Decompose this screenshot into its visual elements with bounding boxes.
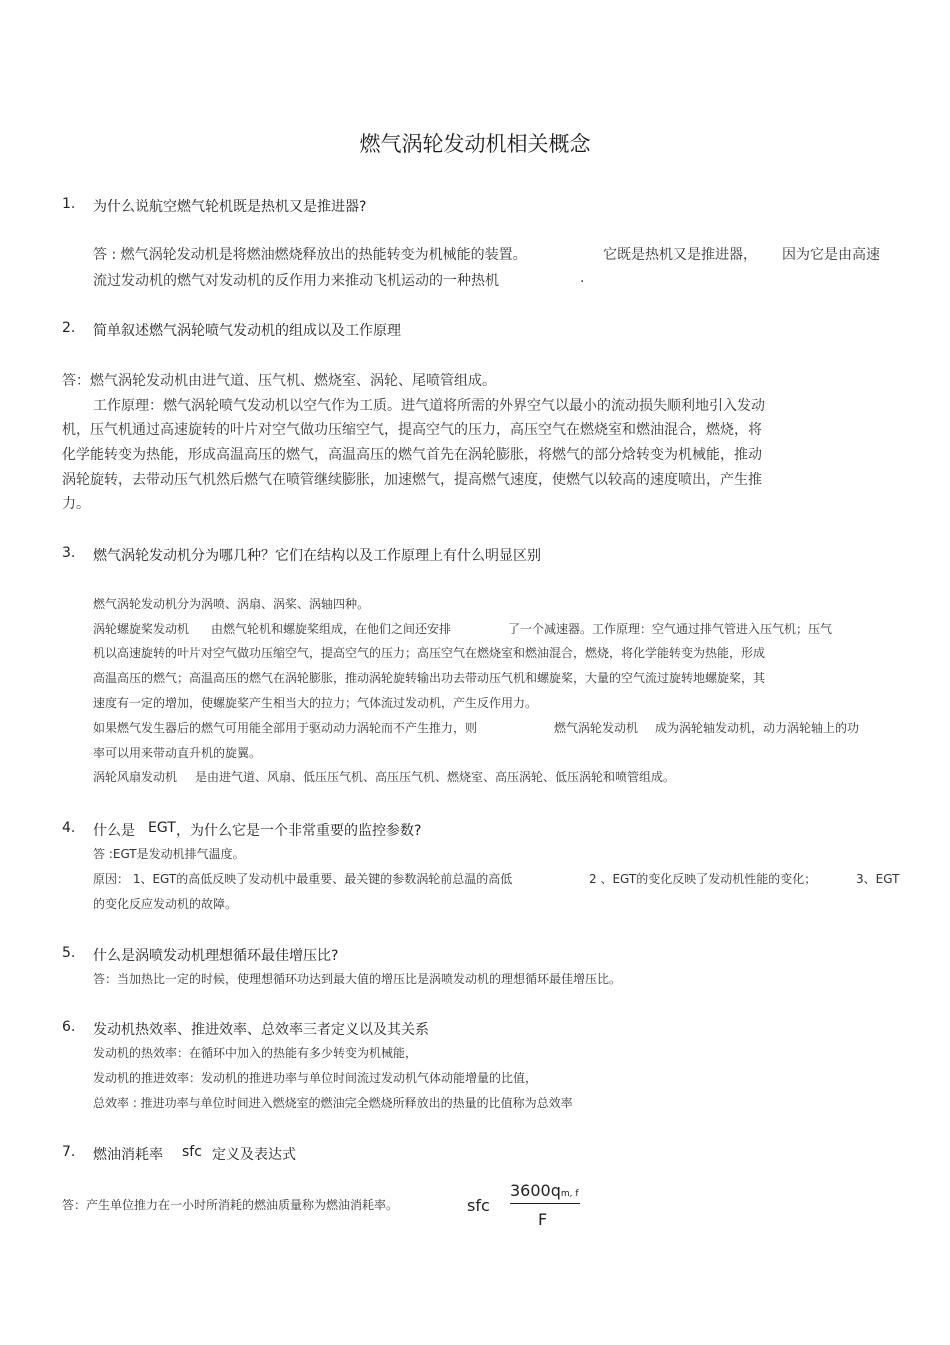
question-3-text: 燃气涡轮发动机分为哪几种？它们在结构以及工作原理上有什么明显区别 <box>93 548 541 564</box>
answer-1-line-2: 流过发动机的燃气对发动机的反作用力来推动飞机运动的一种热机 <box>93 273 499 289</box>
answer-1-line-1b: 它既是热机又是推进器， <box>603 247 757 263</box>
answer-4-line-2b: 2 、EGT的变化反映了发动机性能的变化； <box>589 872 817 886</box>
answer-1-line-1c: 因为它是由高速 <box>782 247 880 263</box>
answer-1-line-1a: 答 : 燃气涡轮发动机是将燃油燃烧释放出的热能转变为机械能的装置。 <box>93 247 527 263</box>
answer-3-line-8a: 涡轮风扇发动机 <box>93 770 178 784</box>
answer-3-line-2b: 由燃气轮机和螺旋桨组成，在他们之间还安排 <box>211 622 452 636</box>
formula-numerator <box>510 1181 579 1200</box>
question-4-number: 4. <box>62 820 76 836</box>
answer-2-line-4: 化学能转变为热能，形成高温高压的燃气，高温高压的燃气首先在涡轮膨胀，将燃气的部分焓转变为机械能，推动 <box>62 447 762 463</box>
question-1-number: 1. <box>62 196 76 212</box>
question-2-text: 简单叙述燃气涡轮喷气发动机的组成以及工作原理 <box>93 323 401 339</box>
answer-2-line-3: 机，压气机通过高速旋转的叶片对空气做功压缩空气，提高空气的压力，高压空气在燃烧室和燃油混合，燃烧，将 <box>62 422 762 438</box>
formula-numerator-main: 3600q <box>510 1181 561 1200</box>
answer-3-line-2c: 了一个减速器。工作原理：空气通过排气管进入压气机；压气 <box>508 622 833 636</box>
question-6-text: 发动机热效率、推进效率、总效率三者定义以及其关系 <box>93 1022 429 1038</box>
answer-7: 答：产生单位推力在一小时所消耗的燃油质量称为燃油消耗率。 <box>62 1198 399 1212</box>
answer-3-line-2a: 涡轮螺旋桨发动机 <box>93 622 190 636</box>
question-6-number: 6. <box>62 1019 76 1035</box>
answer-4-line-3: 的变化反应发动机的故障。 <box>93 897 238 911</box>
question-7-number: 7. <box>62 1144 76 1160</box>
answer-3-line-7: 率可以用来带动直升机的旋翼。 <box>93 746 262 760</box>
answer-5: 答：当加热比一定的时候，使理想循环功达到最大值的增压比是涡喷发动机的理想循环最佳增压比。 <box>93 972 622 986</box>
answer-1-period: . <box>580 270 585 286</box>
answer-2-line-6: 力。 <box>62 496 90 512</box>
answer-6-line-3: 总效率 : 推进功率与单位时间进入燃烧室的燃油完全燃烧所释放出的热量的比值称为总效率 <box>93 1096 573 1110</box>
answer-3-line-5: 速度有一定的增加，使螺旋桨产生相当大的拉力；气体流过发动机，产生反作用力。 <box>93 696 538 710</box>
answer-3-line-4: 高温高压的燃气；高温高压的燃气在涡轮膨胀，推动涡轮旋转输出功去带动压气机和螺旋桨，大量的空气流过旋转地螺旋桨，其 <box>93 671 766 685</box>
question-1-text: 为什么说航空燃气轮机既是热机又是推进器? <box>93 199 367 215</box>
answer-3-line-3: 机以高速旋转的叶片对空气做功压缩空气，提高空气的压力；高压空气在燃烧室和燃油混合，燃烧，将化学能转变为热能，形成 <box>93 646 766 660</box>
answer-6-line-2: 发动机的推进效率：发动机的推进功率与单位时间流过发动机气体动能增量的比值， <box>93 1071 538 1085</box>
page-title: 燃气涡轮发动机相关概念 <box>359 132 591 156</box>
answer-4-line-2c: 3、EGT <box>856 872 900 886</box>
answer-3-line-6a: 如果燃气发生器后的燃气可用能全部用于驱动动力涡轮而不产生推力，则 <box>93 721 478 735</box>
fraction-bar <box>510 1203 580 1204</box>
answer-4-line-2a: 原因： 1、EGT的高低反映了发动机中最重要、最关键的参数涡轮前总温的高低 <box>93 872 513 886</box>
answer-3-line-6b: 燃气涡轮发动机 <box>554 721 639 735</box>
answer-3-line-1: 燃气涡轮发动机分为涡喷、涡扇、涡桨、涡轴四种。 <box>93 597 370 611</box>
question-7-text-a: 燃油消耗率 <box>93 1147 163 1163</box>
answer-2-line-5: 涡轮旋转，去带动压气机然后燃气在喷管继续膨胀，加速燃气，提高燃气速度，使燃气以较高的速度喷出，产生推 <box>62 472 762 488</box>
answer-3-line-8b: 是由进气道、风扇、低压压气机、高压压气机、燃烧室、高压涡轮、低压涡轮和喷管组成。 <box>195 770 676 784</box>
question-2-number: 2. <box>62 320 76 336</box>
question-3-number: 3. <box>62 545 76 561</box>
question-4-text-egt: EGT <box>148 820 176 836</box>
question-7-text-sfc: sfc <box>182 1144 202 1160</box>
question-7-text-b: 定义及表达式 <box>212 1147 296 1163</box>
answer-2-line-2: 工作原理：燃气涡轮喷气发动机以空气作为工质。进气道将所需的外界空气以最小的流动损失顺利地引入发动 <box>93 398 765 414</box>
formula-numerator-subscript: m, f <box>560 1189 579 1199</box>
question-5-text: 什么是涡喷发动机理想循环最佳增压比? <box>93 948 339 964</box>
answer-3-line-6c: 成为涡轮轴发动机，动力涡轮轴上的功 <box>655 721 860 735</box>
answer-4-line-1: 答 :EGT是发动机排气温度。 <box>93 847 245 861</box>
formula-lhs: sfc <box>467 1196 490 1215</box>
formula-denominator: F <box>538 1210 548 1229</box>
answer-6-line-1: 发动机的热效率：在循环中加入的热能有多少转变为机械能， <box>93 1046 418 1060</box>
question-5-number: 5. <box>62 945 76 961</box>
question-4-text-b: ，为什么它是一个非常重要的监控参数? <box>176 823 422 839</box>
question-4-text-a: 什么是 <box>93 823 135 839</box>
answer-2-line-1: 答：燃气涡轮发动机由进气道、压气机、燃烧室、涡轮、尾喷管组成。 <box>62 373 496 389</box>
